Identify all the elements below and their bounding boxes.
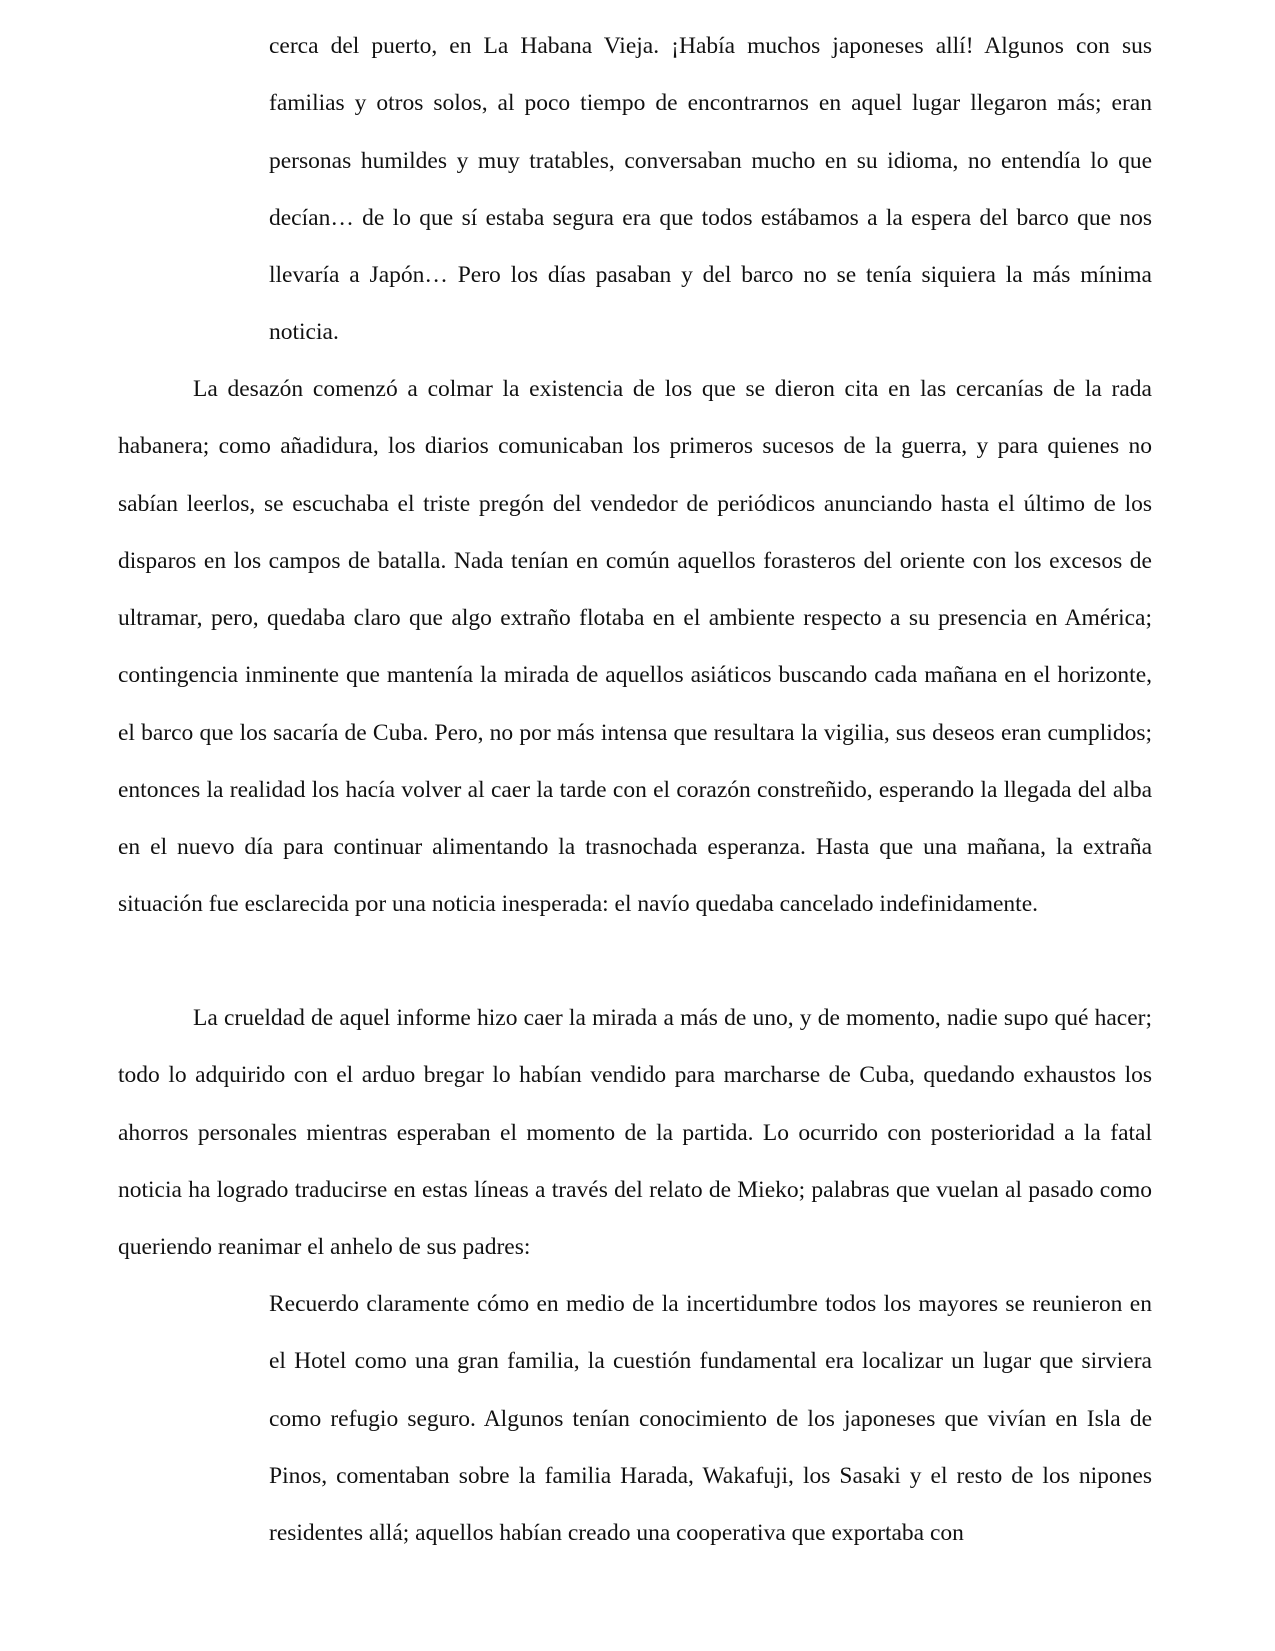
body-paragraph: La desazón comenzó a colmar la existencia de los que se dieron cita en las cercanías de la rada habanera; como añadidura, los diarios comunicaban los primeros sucesos de la guerra, y para quienes no sabían leerlos, se escuchaba el triste pregón del vendedor de periódicos anunciando hasta el último de los disparos en los campos de batalla. Nada tenían en común aquellos forasteros del oriente con los excesos de ultramar, pero, quedaba claro que algo extraño flotaba en el ambiente respecto a su presencia en América; contingencia inminente que mantenía la mirada de aquellos asiáticos buscando cada mañana en el horizonte, el barco que los sacaría de Cuba. Pero, no por más intensa que resultara la vigilia, sus deseos eran cumplidos; entonces la realidad los hacía volver al caer la tarde con el corazón constreñido, esperando la llegada del alba en el nuevo día para continuar alimentando la trasnochada esperanza. Hasta que una mañana, la extraña situación fue esclarecida por una noticia inesperada: el navío quedaba cancelado indefinidamente. [118, 376, 1152, 918]
block-quote-paragraph: Recuerdo claramente cómo en medio de la incertidumbre todos los mayores se reunieron en el Hotel como una gran familia, la cuestión fundamental era localizar un lugar que sirviera como refugio seguro. Algunos tenían conocimiento de los japoneses que vivían en Isla de Pinos, comentaban sobre la familia Harada, Wakafuji, los Sasaki y el resto de los nipones residentes allá; aquellos habían creado una cooperativa que exportaba con [269, 1291, 1152, 1546]
body-paragraph: La crueldad de aquel informe hizo caer la mirada a más de uno, y de momento, nadie supo qué hacer; todo lo adquirido con el arduo bregar lo habían vendido para marcharse de Cuba, quedando exhaustos los ahorros personales mientras esperaban el momento de la partida. Lo ocurrido con posterioridad a la fatal noticia ha logrado traducirse en estas líneas a través del relato de Mieko; palabras que vuelan al pasado como queriendo reanimar el anhelo de sus padres: [118, 1005, 1152, 1260]
block-quote-paragraph: cerca del puerto, en La Habana Vieja. ¡Había muchos japoneses allí! Algunos con sus familias y otros solos, al poco tiempo de encontrarnos en aquel lugar llegaron más; eran personas humildes y muy tratables, conversaban mucho en su idioma, no entendía lo que decían… de lo que sí estaba segura era que todos estábamos a la espera del barco que nos llevaría a Japón… Pero los días pasaban y del barco no se tenía siquiera la más mínima noticia. [269, 33, 1152, 346]
